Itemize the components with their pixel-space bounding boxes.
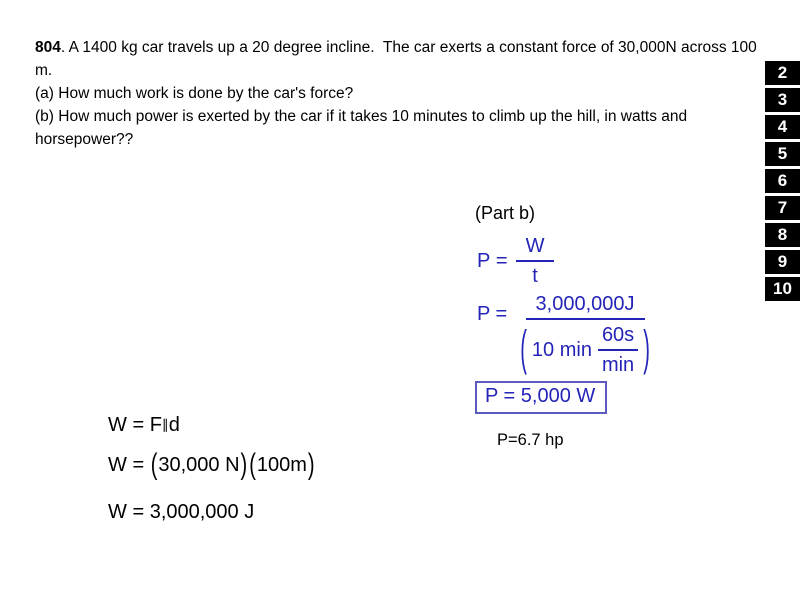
distance-symbol: d — [168, 414, 180, 436]
work-eq-3-lhs: W — [108, 501, 127, 523]
part-b-question: (b) How much power is exerted by the car if it takes 10 minutes to climb up the hill, in watts and horsepower?? — [35, 108, 688, 148]
equals-sign: = — [132, 454, 145, 476]
slide-nav — [765, 61, 800, 304]
force-symbol: F — [149, 414, 162, 436]
power-eq-1-lhs: P — [477, 250, 491, 272]
horsepower-answer: P=6.7 hp — [497, 431, 564, 449]
fraction-denominator: t — [532, 265, 538, 287]
work-value: 3,000,000 J — [149, 501, 255, 523]
parallel-subscript: ∥ — [161, 417, 169, 432]
power-eq-1 — [477, 234, 554, 288]
fraction-numerator: W — [516, 234, 555, 262]
slide-nav-button-2[interactable]: 2 — [765, 61, 800, 85]
equals-sign: = — [495, 250, 508, 272]
power-eq-2-lhs: P — [477, 303, 490, 325]
close-paren: ) — [643, 323, 650, 377]
work-eq-1-lhs: W — [108, 414, 127, 436]
fraction-numerator: 3,000,000J — [526, 292, 645, 320]
fraction-numerator: 60s — [598, 323, 638, 351]
fraction-60s-per-min — [598, 323, 638, 377]
work-eq-2-lhs: W — [108, 454, 127, 476]
fraction-power — [515, 292, 655, 377]
slide-nav-button-5[interactable]: 5 — [765, 142, 800, 166]
power-eq-2 — [477, 292, 655, 377]
problem-number: 804 — [35, 39, 61, 56]
close-paren: ) — [240, 448, 248, 482]
equals-sign: = — [495, 303, 508, 325]
fraction-w-over-t — [516, 234, 555, 288]
power-answer-box: P = 5,000 W — [475, 381, 607, 414]
problem-line-1 — [35, 36, 765, 82]
close-paren: ) — [307, 448, 315, 482]
open-paren: ( — [520, 323, 527, 377]
part-a-question: (a) How much work is done by the car's force? — [35, 85, 354, 102]
open-paren: ( — [150, 448, 158, 482]
slide-nav-button-8[interactable]: 8 — [765, 223, 800, 247]
slide-nav-button-3[interactable]: 3 — [765, 88, 800, 112]
work-eq-3 — [108, 500, 254, 524]
slide-nav-button-4[interactable]: 4 — [765, 115, 800, 139]
fraction-denominator — [515, 320, 655, 377]
work-eq-2 — [108, 448, 316, 482]
denominator-term: 10 min — [531, 339, 592, 361]
equals-sign: = — [132, 501, 145, 523]
fraction-denominator: min — [601, 354, 635, 376]
slide-nav-button-7[interactable]: 7 — [765, 196, 800, 220]
equals-sign: = — [132, 414, 145, 436]
part-b-heading: (Part b) — [475, 203, 536, 223]
power-eq-2-lhs-group — [477, 302, 507, 326]
force-value: 30,000 N — [158, 454, 240, 476]
slide-nav-button-9[interactable]: 9 — [765, 250, 800, 274]
slide-nav-button-10[interactable]: 10 — [765, 277, 800, 301]
distance-value: 100m — [256, 454, 307, 476]
work-eq-1 — [108, 413, 180, 437]
problem-statement — [35, 36, 765, 151]
problem-text: . A 1400 kg car travels up a 20 degree incline. The car exerts a constant force of 30,000N across 100 m. — [35, 39, 762, 79]
open-paren: ( — [249, 448, 256, 482]
slide-nav-button-6[interactable]: 6 — [765, 169, 800, 193]
